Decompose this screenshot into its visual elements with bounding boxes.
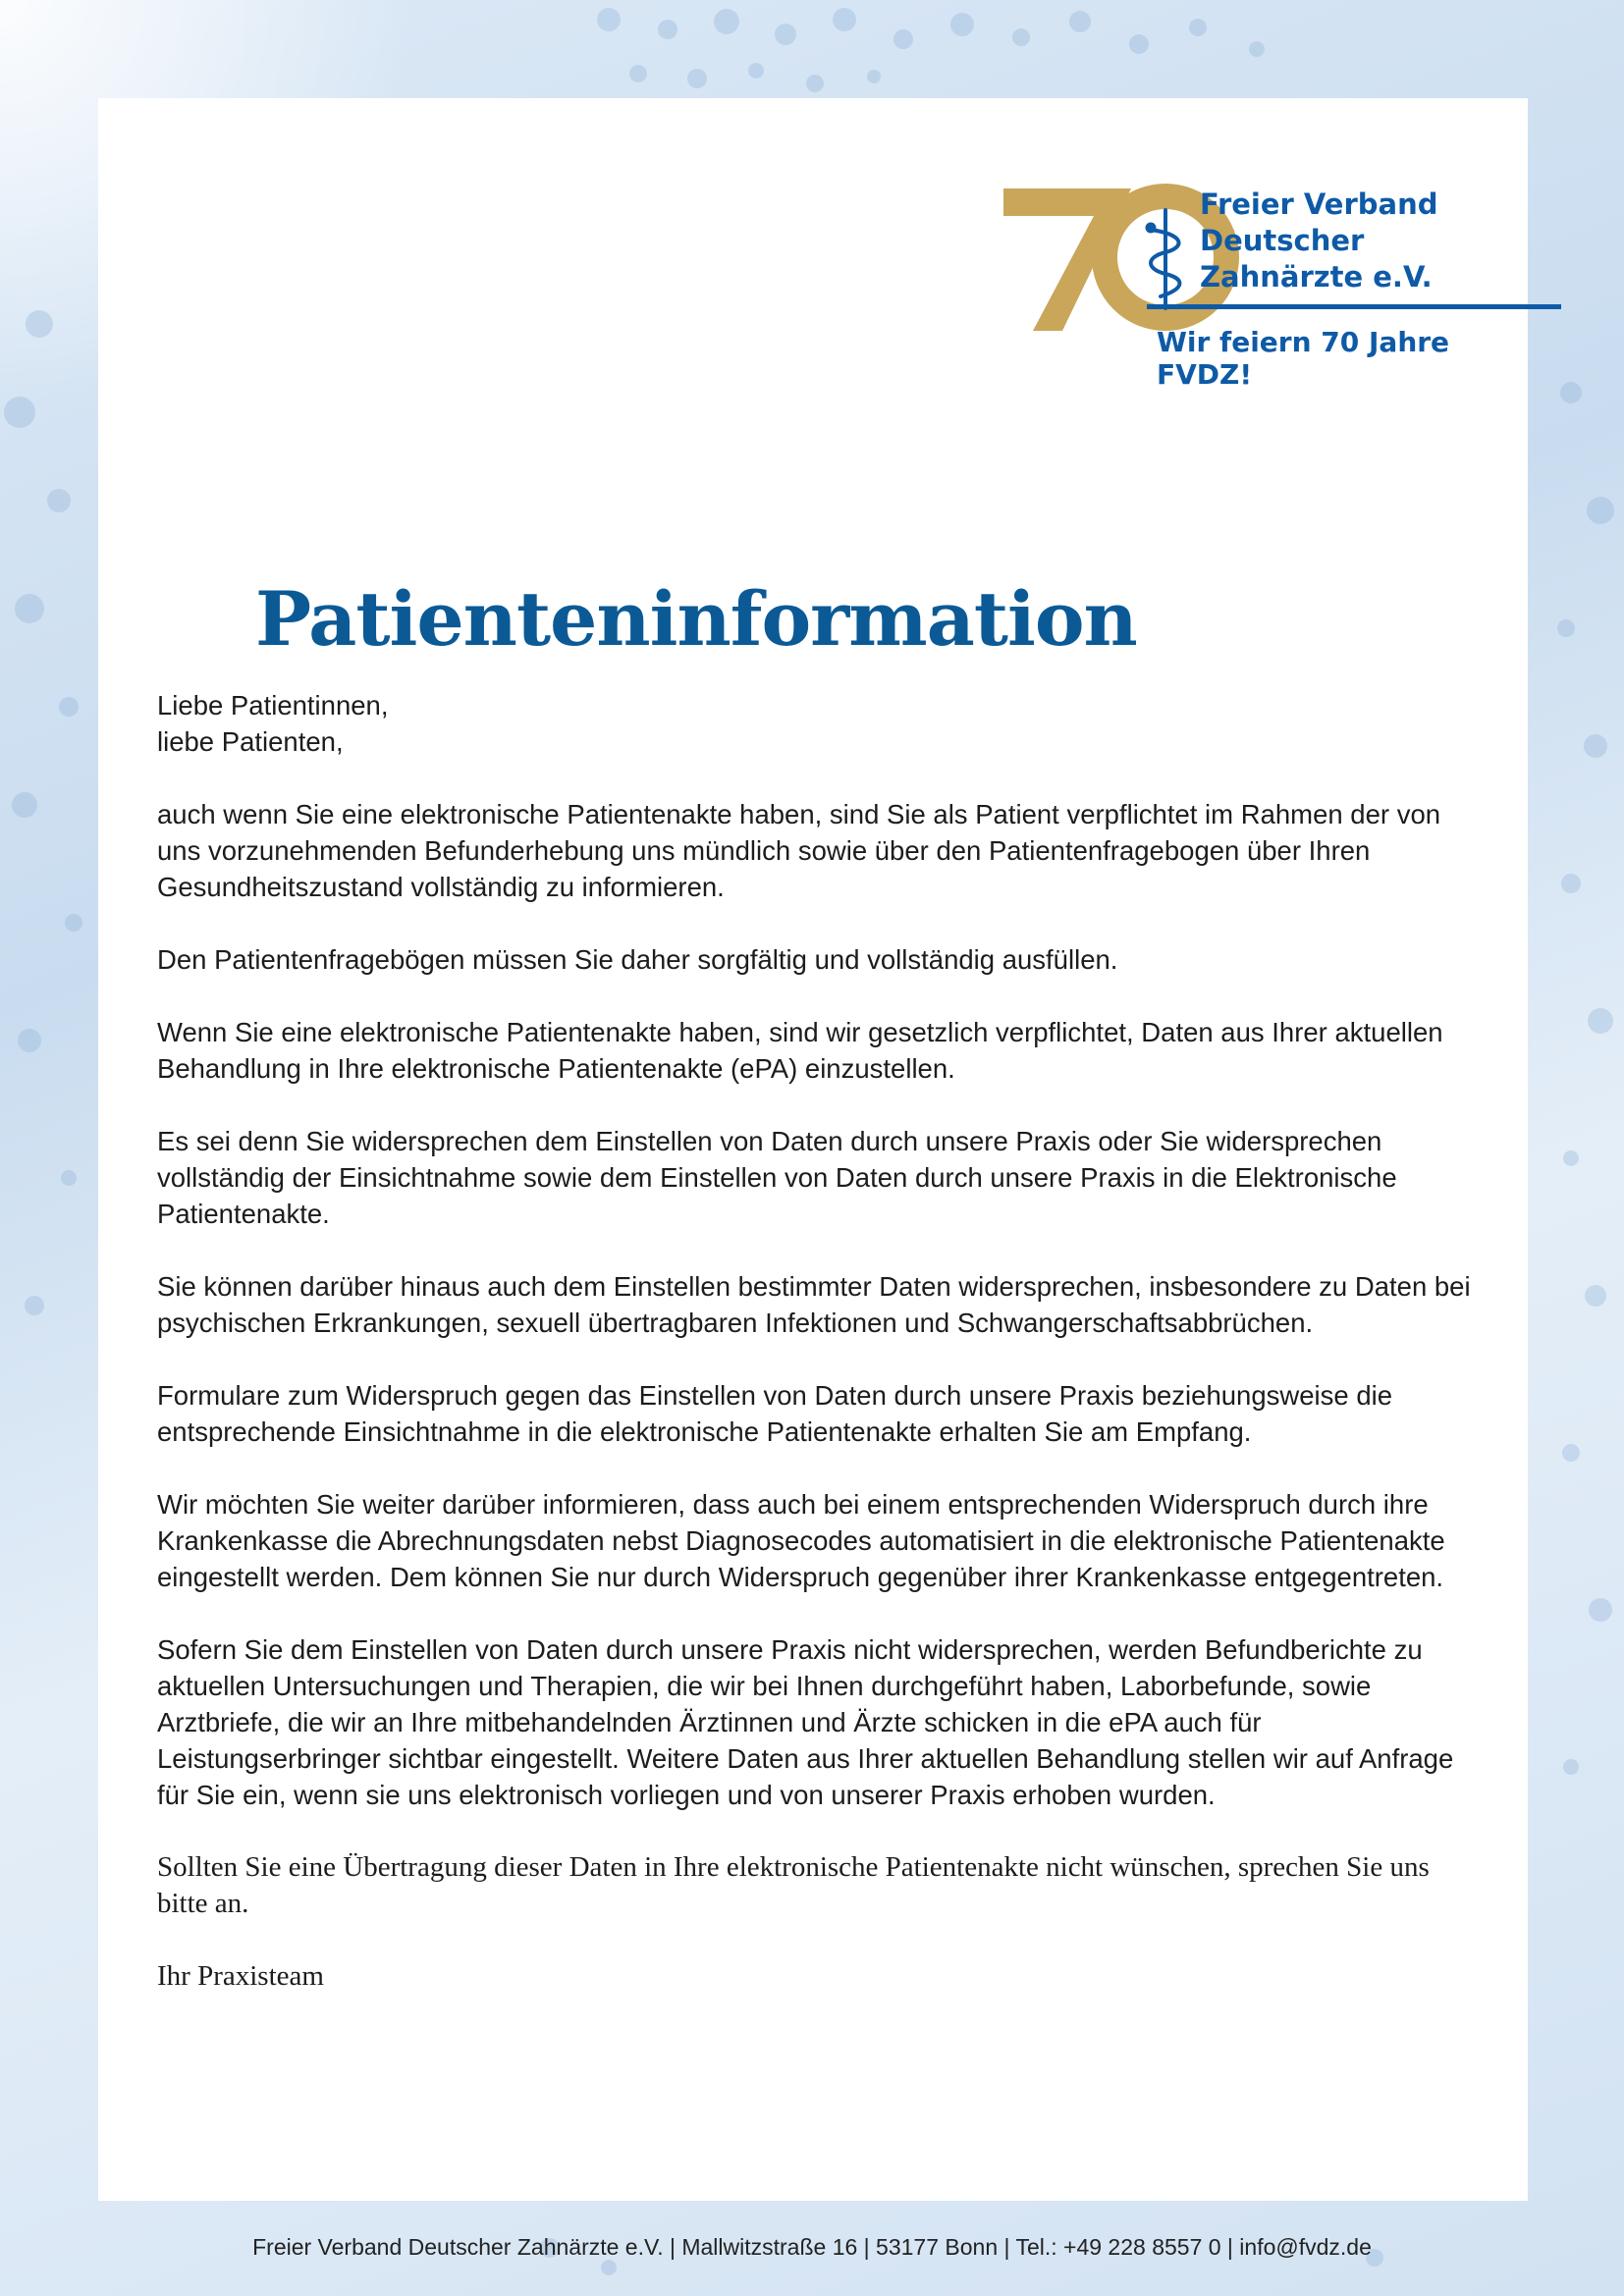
paragraph: Sofern Sie dem Einstellen von Daten durch unsere Praxis nicht widersprechen, werden Befundberichte zu aktuellen Untersuchungen und Therapien, die wir bei Ihnen durchgeführt haben, Laborbefunde, sowie Arztbriefe, die wir an Ihre mitbehandelnden Ärztinnen und Ärzte schicken in die ePA auch für Leistungserbringer sichtbar eingestellt. Weitere Daten aus Ihrer aktuellen Behandlung stellen wir auf Anfrage für Sie ein, wenn sie uns elektronisch vorliegen und von unserer Praxis erhoben wurden. — [157, 1634, 1454, 1810]
paragraph: Sie können darüber hinaus auch dem Einstellen bestimmter Daten widersprechen, insbesondere zu Daten bei psychischen Erkrankungen, sexuell übertragbaren Infektionen und Schwangerschaftsabbrüchen. — [157, 1271, 1471, 1338]
aesculapius-staff-icon — [1148, 210, 1180, 308]
paragraph: Formulare zum Widerspruch gegen das Einstellen von Daten durch unsere Praxis beziehungsweise die entsprechende Einsichtnahme in die elektronische Patientenakte erhalten Sie am Empfang. — [157, 1380, 1393, 1447]
paragraph: Wir möchten Sie weiter darüber informieren, dass auch bei einem entsprechenden Widerspruch durch ihre Krankenkasse die Abrechnungsdaten nebst Diagnosecodes automatisiert in die elektronische Patientenakte eingestellt werden. Dem können Sie nur durch Widerspruch gegenüber ihrer Krankenkasse entgegentreten. — [157, 1489, 1445, 1592]
paragraph: auch wenn Sie eine elektronische Patientenakte haben, sind Sie als Patient verpflichtet im Rahmen der von uns vorzunehmenden Befunderhebung uns mündlich sowie über den Patientenfragebogen über Ihren Gesundheitszustand vollständig zu informieren. — [157, 799, 1441, 902]
logo-tagline: Wir feiern 70 Jahre FVDZ! — [1157, 326, 1450, 391]
letter-body — [157, 687, 1473, 2031]
organization-name — [1200, 187, 1438, 295]
paragraph: Wenn Sie eine elektronische Patientenakte haben, sind wir gesetzlich verpflichtet, Daten aus Ihrer aktuellen Behandlung in Ihre elektronische Patientenakte (ePA) einzustellen. — [157, 1017, 1443, 1084]
logo-divider — [1147, 304, 1561, 309]
salutation — [157, 687, 1473, 760]
org-name-line-3: Zahnärzte e.V. — [1200, 260, 1433, 294]
paragraph: Es sei denn Sie widersprechen dem Einstellen von Daten durch unsere Praxis oder Sie widersprechen vollständig der Einsichtnahme sowie dem Einstellen von Daten durch unsere Praxis in die Elektronische Patientenakte. — [157, 1126, 1397, 1229]
salutation-line-1: Liebe Patientinnen, — [157, 690, 389, 721]
closing-request: Sollten Sie eine Übertragung dieser Daten in Ihre elektronische Patientenakte nicht wünschen, sprechen Sie uns bitte an. — [157, 1851, 1430, 1919]
org-name-line-1: Freier Verband — [1200, 187, 1438, 221]
page-title: Patienteninformation — [255, 575, 1137, 663]
paragraph: Den Patientenfragebögen müssen Sie daher sorgfältig und vollständig ausfüllen. — [157, 944, 1118, 975]
signature: Ihr Praxisteam — [157, 1960, 324, 1992]
footer-contact: Freier Verband Deutscher Zahnärzte e.V. | Mallwitzstraße 16 | 53177 Bonn | Tel.: +49 228 8557 0 | info@fvdz.de — [252, 2234, 1372, 2260]
org-name-line-2: Deutscher — [1200, 224, 1365, 257]
salutation-line-2: liebe Patienten, — [157, 726, 344, 757]
